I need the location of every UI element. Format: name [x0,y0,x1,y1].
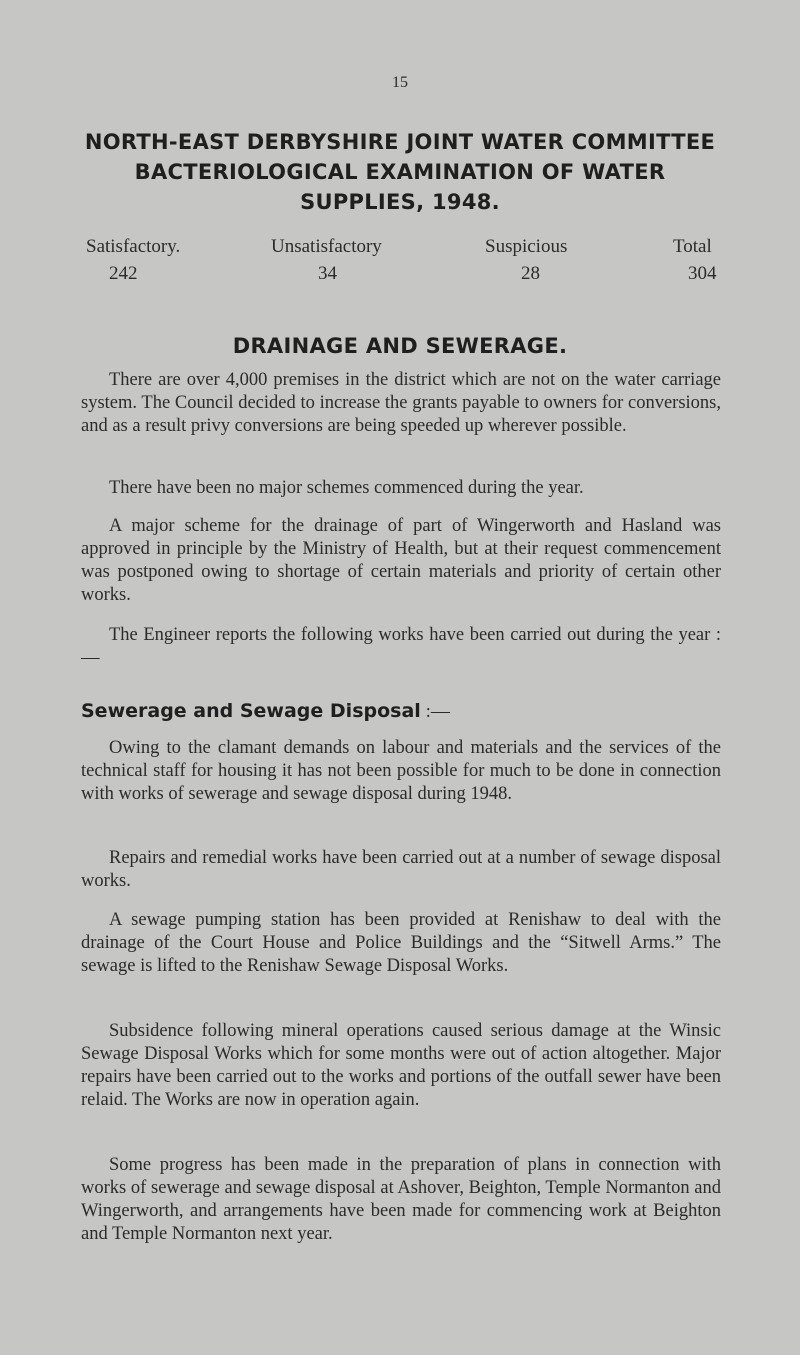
paragraph-renishaw: A sewage pumping station has been provided at Renishaw to deal with the drainage of the Court House and Police Buildings and the “Sitwell Arms.” The sewage is lifted to the Renishaw Sewage Disposal Works. [81,910,721,976]
paragraph-wingerworth-scheme: A major scheme for the drainage of part of Wingerworth and Hasland was approved in principle by the Ministry of Health, but at their request commencement was postponed owing to shortage of certain materials and priority of certain other works. [81,516,721,605]
paragraph-premises: There are over 4,000 premises in the district which are not on the water carriage system. The Council decided to increase the grants payable to owners for conversions, and as a result privy conversions are being speeded up wherever possible. [81,370,721,436]
stats-value-unsatisfactory: 34 [318,263,337,284]
paragraph-winsic: Subsidence following mineral operations caused serious damage at the Winsic Sewage Disposal Works which for some months were out of action altogether. Major repairs have been carried out to the works and portions of the outfall sewer have been relaid. The Works are now in operation again. [81,1021,721,1110]
paragraph-no-major-schemes: There have been no major schemes commenced during the year. [109,478,584,498]
paragraph-repairs: Repairs and remedial works have been carried out at a number of sewage disposal works. [81,848,721,891]
stats-header-total: Total [673,236,712,257]
stats-header-suspicious: Suspicious [485,236,568,257]
sewerage-heading: Sewerage and Sewage Disposal :— [81,700,450,722]
drainage-heading: DRAINAGE AND SEWERAGE. [232,334,568,358]
stats-value-total: 304 [688,263,717,284]
title-line-3: SUPPLIES, 1948. [300,190,500,214]
stats-header-unsatisfactory: Unsatisfactory [271,236,382,257]
stats-value-suspicious: 28 [521,263,540,284]
page-number: 15 [392,74,408,91]
paragraph-progress: Some progress has been made in the preparation of plans in connection with works of sewerage and sewage disposal at Ashover, Beighton, Temple Normanton and Wingerworth, and arrangements have been made for commencing work at Beighton and Temple Normanton next year. [81,1155,721,1244]
stats-header-satisfactory: Satisfactory. [86,236,181,257]
title-line-2: BACTERIOLOGICAL EXAMINATION OF WATER [134,160,666,184]
paragraph-engineer-reports: The Engineer reports the following works have been carried out during the year :— [81,625,721,668]
stats-value-satisfactory: 242 [109,263,138,284]
paragraph-clamant-demands: Owing to the clamant demands on labour and materials and the services of the technical staff for housing it has not been possible for much to be done in connection with works of sewerage and sewage disposal during 1948. [81,738,721,804]
title-line-1: NORTH-EAST DERBYSHIRE JOINT WATER COMMITTEE [84,130,716,154]
